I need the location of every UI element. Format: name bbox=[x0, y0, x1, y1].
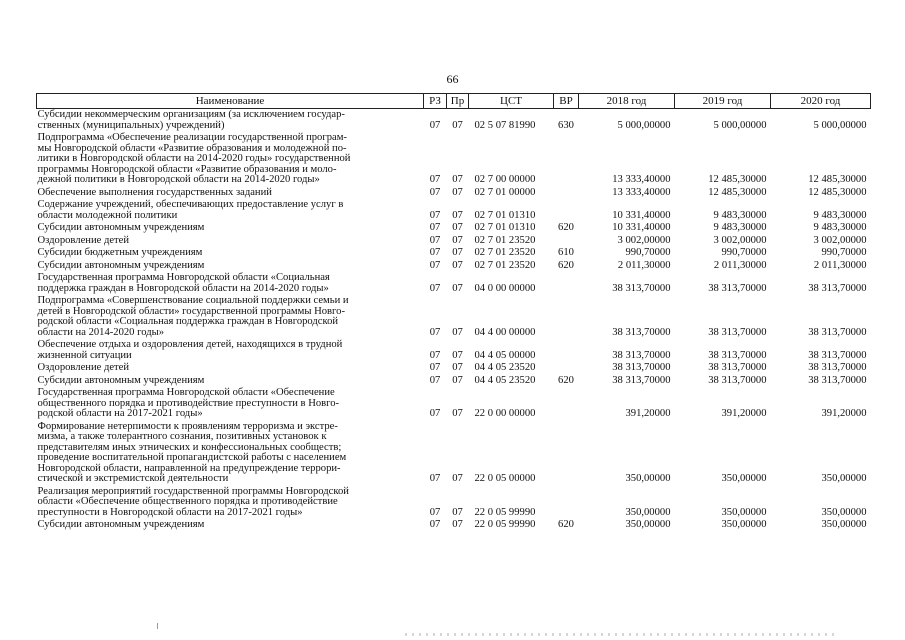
row-pr: 07 bbox=[452, 408, 463, 419]
row-name: Субсидии бюджетным учреждениям bbox=[37, 247, 203, 258]
row-cst: 04 4 00 00000 bbox=[474, 326, 536, 338]
row-2018: 3 002,00000 bbox=[617, 234, 671, 246]
row-cst: 02 7 01 01310 bbox=[474, 222, 536, 233]
row-2020: 9 483,30000 bbox=[813, 222, 867, 233]
row-rz: 07 bbox=[429, 209, 441, 221]
row-pr: 07 bbox=[452, 247, 463, 258]
table-row bbox=[37, 109, 871, 133]
row-2019: 12 485,30000 bbox=[708, 174, 767, 185]
table-row bbox=[37, 235, 871, 248]
row-2020: 12 485,30000 bbox=[808, 174, 867, 185]
row-2020: 391,20000 bbox=[821, 408, 867, 419]
row-pr: 07 bbox=[452, 362, 463, 373]
row-cst: 02 7 00 00000 bbox=[474, 174, 536, 185]
row-2018: 2 011,30000 bbox=[617, 259, 671, 271]
row-pr: 07 bbox=[452, 259, 463, 271]
row-2019: 350,00000 bbox=[721, 473, 767, 484]
row-vr: 620 bbox=[558, 374, 574, 386]
row-name: Обеспечение выполнения государственных заданий bbox=[37, 186, 272, 198]
row-2020: 38 313,70000 bbox=[808, 326, 867, 338]
header-2019: 2019 год bbox=[675, 94, 771, 109]
row-2020: 350,00000 bbox=[821, 473, 867, 484]
row-vr bbox=[554, 486, 579, 520]
row-cst: 02 7 01 00000 bbox=[474, 186, 536, 198]
row-rz: 07 bbox=[429, 247, 441, 258]
row-pr: 07 bbox=[452, 374, 463, 386]
row-name: Государственная программа Новгородской области «Социальная поддержка граждан в Новгородской области на 2014-2020 годы» bbox=[37, 272, 330, 294]
row-2020: 2 011,30000 bbox=[813, 259, 867, 271]
row-rz: 07 bbox=[429, 234, 441, 246]
row-2019: 350,00000 bbox=[721, 506, 767, 518]
row-2019: 9 483,30000 bbox=[713, 209, 767, 221]
header-name: Наименование bbox=[37, 94, 424, 109]
row-vr bbox=[554, 132, 579, 187]
row-2018: 38 313,70000 bbox=[612, 374, 671, 386]
row-name: Субсидии автономным учреждениям bbox=[37, 374, 205, 386]
row-2019: 9 483,30000 bbox=[713, 222, 767, 233]
row-rz: 07 bbox=[429, 408, 441, 419]
row-vr bbox=[554, 362, 579, 375]
row-2020: 3 002,00000 bbox=[813, 234, 867, 246]
row-rz: 07 bbox=[429, 519, 441, 530]
table-row bbox=[37, 387, 871, 421]
row-cst: 22 0 05 99990 bbox=[474, 506, 536, 518]
row-pr: 07 bbox=[452, 209, 463, 221]
row-2020: 38 313,70000 bbox=[808, 362, 867, 373]
scan-artifact bbox=[405, 633, 835, 636]
row-rz: 07 bbox=[429, 362, 441, 373]
table-row bbox=[37, 421, 871, 486]
row-pr: 07 bbox=[452, 174, 463, 185]
row-cst: 22 0 05 99990 bbox=[474, 519, 536, 530]
row-name: Субсидии некоммерческим организациям (за исключением государ- ственных (муниципальных) учреждений) bbox=[37, 109, 345, 131]
row-cst: 04 0 00 00000 bbox=[474, 282, 536, 294]
row-2019: 990,70000 bbox=[721, 247, 767, 258]
row-cst: 04 4 05 00000 bbox=[474, 349, 536, 361]
row-pr: 07 bbox=[452, 506, 463, 518]
row-vr bbox=[554, 421, 579, 486]
row-2019: 38 313,70000 bbox=[708, 374, 767, 386]
table-row bbox=[37, 199, 871, 222]
row-rz: 07 bbox=[429, 506, 441, 518]
row-2020: 5 000,00000 bbox=[813, 119, 867, 131]
row-2020: 350,00000 bbox=[821, 506, 867, 518]
row-rz: 07 bbox=[429, 326, 441, 338]
row-pr: 07 bbox=[452, 349, 463, 361]
row-vr: 620 bbox=[558, 259, 574, 271]
row-rz: 07 bbox=[429, 119, 441, 131]
row-vr bbox=[554, 199, 579, 222]
row-2018: 990,70000 bbox=[625, 247, 671, 258]
row-name: Оздоровление детей bbox=[37, 234, 130, 246]
row-name: Субсидии автономным учреждениям bbox=[37, 259, 205, 271]
table-row bbox=[37, 222, 871, 235]
row-rz: 07 bbox=[429, 222, 441, 233]
row-name: Подпрограмма «Совершенствование социальной поддержки семьи и детей в Новгородской области» государственной программы Новго- родской области «Социальная поддержка граждан в Новгородской области на 2014-2020 годы» bbox=[37, 295, 349, 338]
row-pr: 07 bbox=[452, 234, 463, 246]
row-2018: 350,00000 bbox=[625, 473, 671, 484]
row-vr bbox=[554, 339, 579, 362]
row-2020: 38 313,70000 bbox=[808, 374, 867, 386]
header-2020: 2020 год bbox=[771, 94, 871, 109]
table-row bbox=[37, 339, 871, 362]
table-row bbox=[37, 486, 871, 520]
header-cst: ЦСТ bbox=[469, 94, 554, 109]
row-cst: 02 7 01 23520 bbox=[474, 234, 536, 246]
row-vr bbox=[554, 235, 579, 248]
table-row bbox=[37, 519, 871, 532]
row-vr bbox=[554, 272, 579, 295]
row-cst: 22 0 00 00000 bbox=[474, 408, 536, 419]
row-rz: 07 bbox=[429, 349, 441, 361]
row-rz: 07 bbox=[429, 186, 441, 198]
row-2018: 38 313,70000 bbox=[612, 326, 671, 338]
table-row bbox=[37, 272, 871, 295]
row-2019: 350,00000 bbox=[721, 519, 767, 530]
row-2019: 391,20000 bbox=[721, 408, 767, 419]
row-name: Государственная программа Новгородской области «Обеспечение общественного порядка и противодействие преступности в Новго- родской области на 2017-2021 годы» bbox=[37, 387, 340, 419]
row-cst: 02 7 01 23520 bbox=[474, 247, 536, 258]
row-2018: 10 331,40000 bbox=[612, 222, 671, 233]
budget-table bbox=[36, 93, 871, 532]
scan-mark bbox=[157, 623, 158, 629]
row-2019: 3 002,00000 bbox=[713, 234, 767, 246]
row-2018: 350,00000 bbox=[625, 506, 671, 518]
row-2020: 9 483,30000 bbox=[813, 209, 867, 221]
row-2018: 350,00000 bbox=[625, 519, 671, 530]
row-name: Субсидии автономным учреждениям bbox=[37, 519, 205, 530]
header-vr: ВР bbox=[554, 94, 579, 109]
row-2019: 38 313,70000 bbox=[708, 326, 767, 338]
row-rz: 07 bbox=[429, 473, 441, 484]
row-cst: 02 7 01 23520 bbox=[474, 259, 536, 271]
row-2018: 38 313,70000 bbox=[612, 282, 671, 294]
row-rz: 07 bbox=[429, 174, 441, 185]
row-2019: 38 313,70000 bbox=[708, 362, 767, 373]
row-cst: 02 7 01 01310 bbox=[474, 209, 536, 221]
header-2018: 2018 год bbox=[579, 94, 675, 109]
row-cst: 04 4 05 23520 bbox=[474, 362, 536, 373]
row-pr: 07 bbox=[452, 282, 463, 294]
row-pr: 07 bbox=[452, 222, 463, 233]
row-name: Подпрограмма «Обеспечение реализации государственной програм- мы Новгородской области «Развитие образования и молодежной по- литики в Новгородской области на 2014-2020 годы» государственной программы Новгородской области «Развитие образования и моло- дежной политики в Новгородской области на 2014-2020 годы» bbox=[37, 132, 351, 185]
row-rz: 07 bbox=[429, 374, 441, 386]
row-rz: 07 bbox=[429, 259, 441, 271]
row-pr: 07 bbox=[452, 186, 463, 198]
row-vr: 630 bbox=[558, 119, 574, 131]
row-pr: 07 bbox=[452, 119, 463, 131]
row-vr bbox=[554, 187, 579, 200]
row-2018: 13 333,40000 bbox=[612, 174, 671, 185]
row-pr: 07 bbox=[452, 519, 463, 530]
row-2020: 350,00000 bbox=[821, 519, 867, 530]
row-2018: 38 313,70000 bbox=[612, 349, 671, 361]
row-2020: 38 313,70000 bbox=[808, 282, 867, 294]
row-pr: 07 bbox=[452, 473, 463, 484]
row-2020: 990,70000 bbox=[821, 247, 867, 258]
row-cst: 04 4 05 23520 bbox=[474, 374, 536, 386]
row-name: Субсидии автономным учреждениям bbox=[37, 222, 205, 233]
header-rz: РЗ bbox=[424, 94, 447, 109]
header-pr: Пр bbox=[447, 94, 469, 109]
row-2018: 5 000,00000 bbox=[617, 119, 671, 131]
row-cst: 02 5 07 81990 bbox=[474, 119, 536, 131]
table-row bbox=[37, 187, 871, 200]
row-2019: 38 313,70000 bbox=[708, 282, 767, 294]
row-name: Обеспечение отдыха и оздоровления детей, находящихся в трудной жизненной ситуации bbox=[37, 339, 343, 361]
row-rz: 07 bbox=[429, 282, 441, 294]
row-name: Реализация мероприятий государственной программы Новгородской области «Обеспечение общественного порядка и противодействие преступности в Новгородской области на 2017-2021 годы» bbox=[37, 485, 349, 518]
row-2019: 2 011,30000 bbox=[713, 259, 767, 271]
row-2020: 38 313,70000 bbox=[808, 349, 867, 361]
row-2020: 12 485,30000 bbox=[808, 186, 867, 198]
row-2018: 391,20000 bbox=[625, 408, 671, 419]
row-2018: 13 333,40000 bbox=[612, 186, 671, 198]
row-vr: 620 bbox=[558, 222, 574, 233]
row-pr: 07 bbox=[452, 326, 463, 338]
row-vr: 620 bbox=[558, 519, 574, 530]
table-row bbox=[37, 375, 871, 388]
row-2019: 38 313,70000 bbox=[708, 349, 767, 361]
row-2018: 38 313,70000 bbox=[612, 362, 671, 373]
row-vr bbox=[554, 387, 579, 421]
row-cst: 22 0 05 00000 bbox=[474, 473, 536, 484]
table-header-row bbox=[37, 94, 871, 109]
row-2018: 10 331,40000 bbox=[612, 209, 671, 221]
row-name: Содержание учреждений, обеспечивающих предоставление услуг в области молодежной политики bbox=[37, 199, 344, 221]
table-row bbox=[37, 362, 871, 375]
row-vr bbox=[554, 295, 579, 339]
row-name: Формирование нетерпимости к проявлениям терроризма и экстре- мизма, а также толерантного сознания, позитивных установок к представителям иных этнических и конфессиональных сообществ; проведение воспитательной пропагандистской работы с населением Новгородской области, направленной на предупреждение террори- стической и экстремистской деятельности bbox=[37, 420, 347, 484]
row-2019: 12 485,30000 bbox=[708, 186, 767, 198]
page-number: 66 bbox=[446, 72, 459, 86]
table-row bbox=[37, 295, 871, 339]
row-name: Оздоровление детей bbox=[37, 362, 130, 373]
table-row bbox=[37, 247, 871, 260]
table-row bbox=[37, 132, 871, 187]
row-vr: 610 bbox=[558, 247, 574, 258]
table-row bbox=[37, 260, 871, 273]
row-2019: 5 000,00000 bbox=[713, 119, 767, 131]
